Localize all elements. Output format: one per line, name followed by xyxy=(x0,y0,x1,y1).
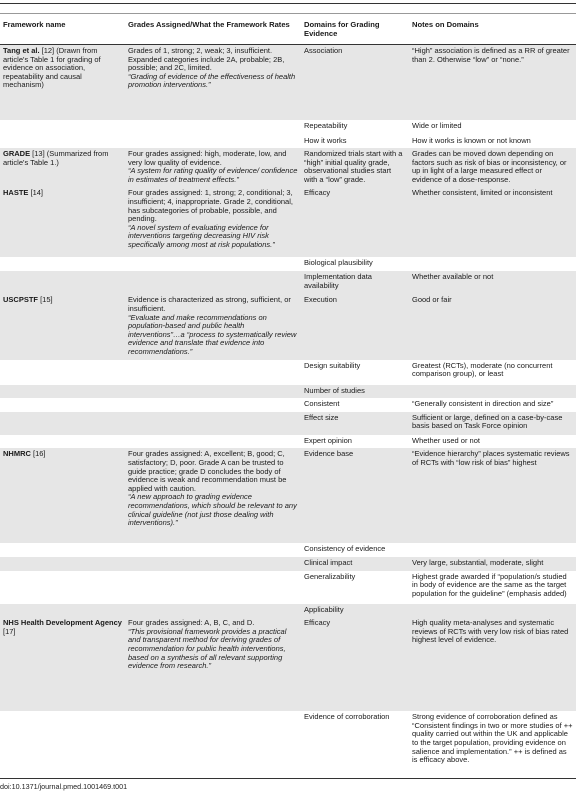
framework-name-cell xyxy=(0,385,125,399)
grades-cell xyxy=(125,448,301,543)
domain-cell: Repeatability xyxy=(304,120,348,130)
table-row xyxy=(0,294,576,359)
grades-cell xyxy=(125,557,301,571)
notes-cell: Sufficient or large, defined on a case-by-case basis based on Task Force opinion xyxy=(409,412,576,435)
framework-reference: [16] xyxy=(30,449,46,459)
notes-cell: How it works is known or not known xyxy=(412,135,531,145)
framework-reference: [17] xyxy=(3,626,16,636)
table-row xyxy=(0,711,576,769)
framework-name-cell xyxy=(0,271,125,294)
framework-name-cell xyxy=(0,187,125,257)
framework-name-cell xyxy=(0,360,125,385)
table-header xyxy=(0,18,576,45)
domain-cell: Efficacy xyxy=(301,617,409,711)
framework-name-cell xyxy=(0,135,125,149)
domain-cell: Effect size xyxy=(301,412,409,435)
domain-cell: Applicability xyxy=(301,604,409,618)
table-row xyxy=(0,120,576,135)
notes-cell: Grades can be moved down depending on factors such as risk of bias or inconsistency, or up in light of a large measured effect or evidence of a dose-response. xyxy=(409,148,576,187)
framework-quote: “This provisional framework provides a practical and transparent method for deriving grades of recommendation for public health interventions, based on a synthesis of all relevant supporting evidence from research.” xyxy=(128,626,287,671)
domain-cell: Implementation data availability xyxy=(301,271,409,294)
framework-name: GRADE xyxy=(3,149,31,159)
grades-cell xyxy=(125,385,301,399)
domain-cell: Expert opinion xyxy=(304,435,352,445)
framework-reference: [12] xyxy=(39,46,55,55)
framework-name-cell xyxy=(0,257,125,271)
grades-cell xyxy=(125,360,301,385)
doi-caption: doi:10.1371/journal.pmed.1001469.t001 xyxy=(0,782,128,791)
grades-text: Grades of 1, strong; 2, weak; 3, insufficient. Expanded categories include 2A, probable; 2B, possible; and 2C, limited. xyxy=(128,46,285,73)
notes-cell: Very large, substantial, moderate, slight xyxy=(409,557,576,571)
notes-cell xyxy=(409,543,576,557)
framework-name-cell xyxy=(0,294,125,359)
header-grades: Grades Assigned/What the Framework Rates xyxy=(125,18,301,45)
grades-cell xyxy=(125,435,301,449)
domain-cell: How it works xyxy=(304,135,347,145)
grades-cell xyxy=(125,148,301,187)
framework-name-cell xyxy=(0,448,125,543)
framework-name: USCPSTF xyxy=(3,295,39,305)
notes-cell: “High” association is defined as a RR of greater than 2. Otherwise “low” or “none.” xyxy=(409,45,576,120)
grades-cell xyxy=(125,604,301,618)
notes-cell: Greatest (RCTs), moderate (no concurrent comparison group), or least xyxy=(412,360,553,379)
notes-cell: High quality meta-analyses and systematic reviews of RCTs with very low risk of bias rated highest level of evidence. xyxy=(409,617,576,711)
table-row xyxy=(0,604,576,618)
domain-cell: Design suitability xyxy=(304,360,361,370)
table-row xyxy=(0,148,576,187)
grades-cell xyxy=(125,187,301,257)
grades-text: Four grades assigned: high, moderate, low, and very low quality of evidence. xyxy=(128,149,287,167)
framework-name-cell xyxy=(0,557,125,571)
grades-text: Four grades assigned: A, excellent; B, good; C, satisfactory; D, poor. Grade A can be trusted to guide practice; grade D concludes the body of evidence is weak and recommendation must be applied with caution. xyxy=(128,449,287,493)
framework-quote: “A system for rating quality of evidence/ confidence in estimates of treatment effects.” xyxy=(128,166,298,184)
framework-quote: “Evaluate and make recommendations on population-based and public health interventions”…a “process to systematically review evidence and translate that evidence into recommendations.” xyxy=(128,312,297,357)
framework-name-cell xyxy=(0,604,125,618)
notes-cell: Wide or limited xyxy=(412,120,462,130)
notes-cell xyxy=(409,604,576,618)
frameworks-table xyxy=(0,18,576,769)
table-row xyxy=(0,257,576,271)
notes-cell: Highest grade awarded if “population/s studied in body of evidence are the same as the target population for the guideline” (emphasis added) xyxy=(412,571,567,598)
bottom-rule xyxy=(0,778,576,779)
grades-cell xyxy=(125,398,301,412)
domain-cell: Consistency of evidence xyxy=(304,544,386,554)
notes-cell xyxy=(409,385,576,399)
notes-cell: “Generally consistent in direction and size” xyxy=(412,399,554,409)
domain-cell: Clinical impact xyxy=(301,557,409,571)
grades-cell xyxy=(125,271,301,294)
notes-cell xyxy=(409,257,576,271)
notes-cell: Whether consistent, limited or inconsistent xyxy=(409,187,576,257)
domain-cell: Consistent xyxy=(304,399,340,409)
header-notes: Notes on Domains xyxy=(409,18,576,45)
table-row xyxy=(0,187,576,257)
table-row xyxy=(0,557,576,571)
framework-name-cell xyxy=(0,435,125,449)
framework-name-cell xyxy=(0,571,125,604)
framework-name-cell xyxy=(0,398,125,412)
grades-cell xyxy=(125,571,301,604)
grades-cell xyxy=(125,294,301,359)
header-framework-name: Framework name xyxy=(0,18,125,45)
table-row xyxy=(0,360,576,385)
table-row xyxy=(0,271,576,294)
framework-name-cell xyxy=(0,45,125,120)
framework-quote: “Grading of evidence of the effectiveness of health promotion interventions.” xyxy=(128,71,296,90)
framework-name-cell xyxy=(0,711,125,769)
table-row xyxy=(0,412,576,435)
table-body xyxy=(0,45,576,770)
domain-cell: Generalizability xyxy=(304,571,356,581)
framework-description: (Drawn from article's Table 1 for grading of evidence on association, repeatability and causal mechanism) xyxy=(3,46,101,90)
framework-reference: [14] xyxy=(28,188,44,198)
framework-name-cell xyxy=(0,617,125,711)
grades-cell xyxy=(125,412,301,435)
top-rule xyxy=(0,3,576,4)
framework-name-cell xyxy=(0,543,125,557)
grades-cell xyxy=(125,711,301,769)
grades-cell xyxy=(125,120,301,135)
framework-quote: “A new approach to grading evidence recommendations, which should be relevant to any clinical guideline (not just those dealing with interventions).” xyxy=(128,492,297,528)
table-row xyxy=(0,45,576,120)
table-row xyxy=(0,435,576,449)
domain-cell: Efficacy xyxy=(301,187,409,257)
domain-cell: Randomized trials start with a “high” initial quality grade, observational studies start with a “low” grade. xyxy=(301,148,409,187)
grades-text: Four grades assigned: A, B, C, and D. xyxy=(128,618,255,628)
framework-description: (Summarized from article's Table 1.) xyxy=(3,149,109,167)
domain-cell: Evidence base xyxy=(301,448,409,543)
grades-cell xyxy=(125,45,301,120)
notes-cell: Strong evidence of corroboration defined as “Consistent findings in two or more studies of ++ quality carried out within the UK and applicable to the target population, providing evidence on salience and implementation.” ++ is defined as is efficacy above. xyxy=(412,712,573,765)
top-rule-secondary xyxy=(0,13,576,14)
notes-cell: Whether available or not xyxy=(409,271,576,294)
table-row xyxy=(0,135,576,149)
notes-cell: “Evidence hierarchy” places systematic reviews of RCTs with “low risk of bias” highest xyxy=(409,448,576,543)
domain-cell: Association xyxy=(301,45,409,120)
grades-cell xyxy=(125,617,301,711)
framework-name: NHMRC xyxy=(3,449,31,459)
framework-name-cell xyxy=(0,120,125,135)
framework-name: Tang et al. xyxy=(3,46,40,55)
grades-text: Evidence is characterized as strong, sufficient, or insufficient. xyxy=(128,295,291,314)
notes-cell: Good or fair xyxy=(409,294,576,359)
framework-quote: “A novel system of evaluating evidence for interventions targeting decreasing HIV risk specifically among most at risk populations.” xyxy=(128,222,275,250)
domain-cell: Biological plausibility xyxy=(304,258,373,268)
framework-reference: [13] xyxy=(30,149,45,159)
domain-cell: Execution xyxy=(301,294,409,359)
framework-name: NHS Health Development Agency xyxy=(3,618,122,628)
grades-text: Four grades assigned: 1, strong; 2, conditional; 3, insufficient; 4, inappropriate. Grade 2, conditional, has subcategories of probable, possible, and pending. xyxy=(128,188,293,224)
grades-cell xyxy=(125,257,301,271)
domain-cell: Number of studies xyxy=(301,385,409,399)
table-row xyxy=(0,398,576,412)
table-row xyxy=(0,448,576,543)
framework-name-cell xyxy=(0,148,125,187)
table-row xyxy=(0,617,576,711)
notes-cell: Whether used or not xyxy=(412,435,480,445)
header-domains: Domains for Grading Evidence xyxy=(301,18,409,45)
framework-reference: [15] xyxy=(38,295,53,305)
table-row xyxy=(0,385,576,399)
domain-cell: Evidence of corroboration xyxy=(304,712,390,722)
framework-name: HASTE xyxy=(3,188,29,198)
grades-cell xyxy=(125,135,301,149)
table-row xyxy=(0,543,576,557)
table-row xyxy=(0,571,576,604)
framework-name-cell xyxy=(0,412,125,435)
grades-cell xyxy=(125,543,301,557)
